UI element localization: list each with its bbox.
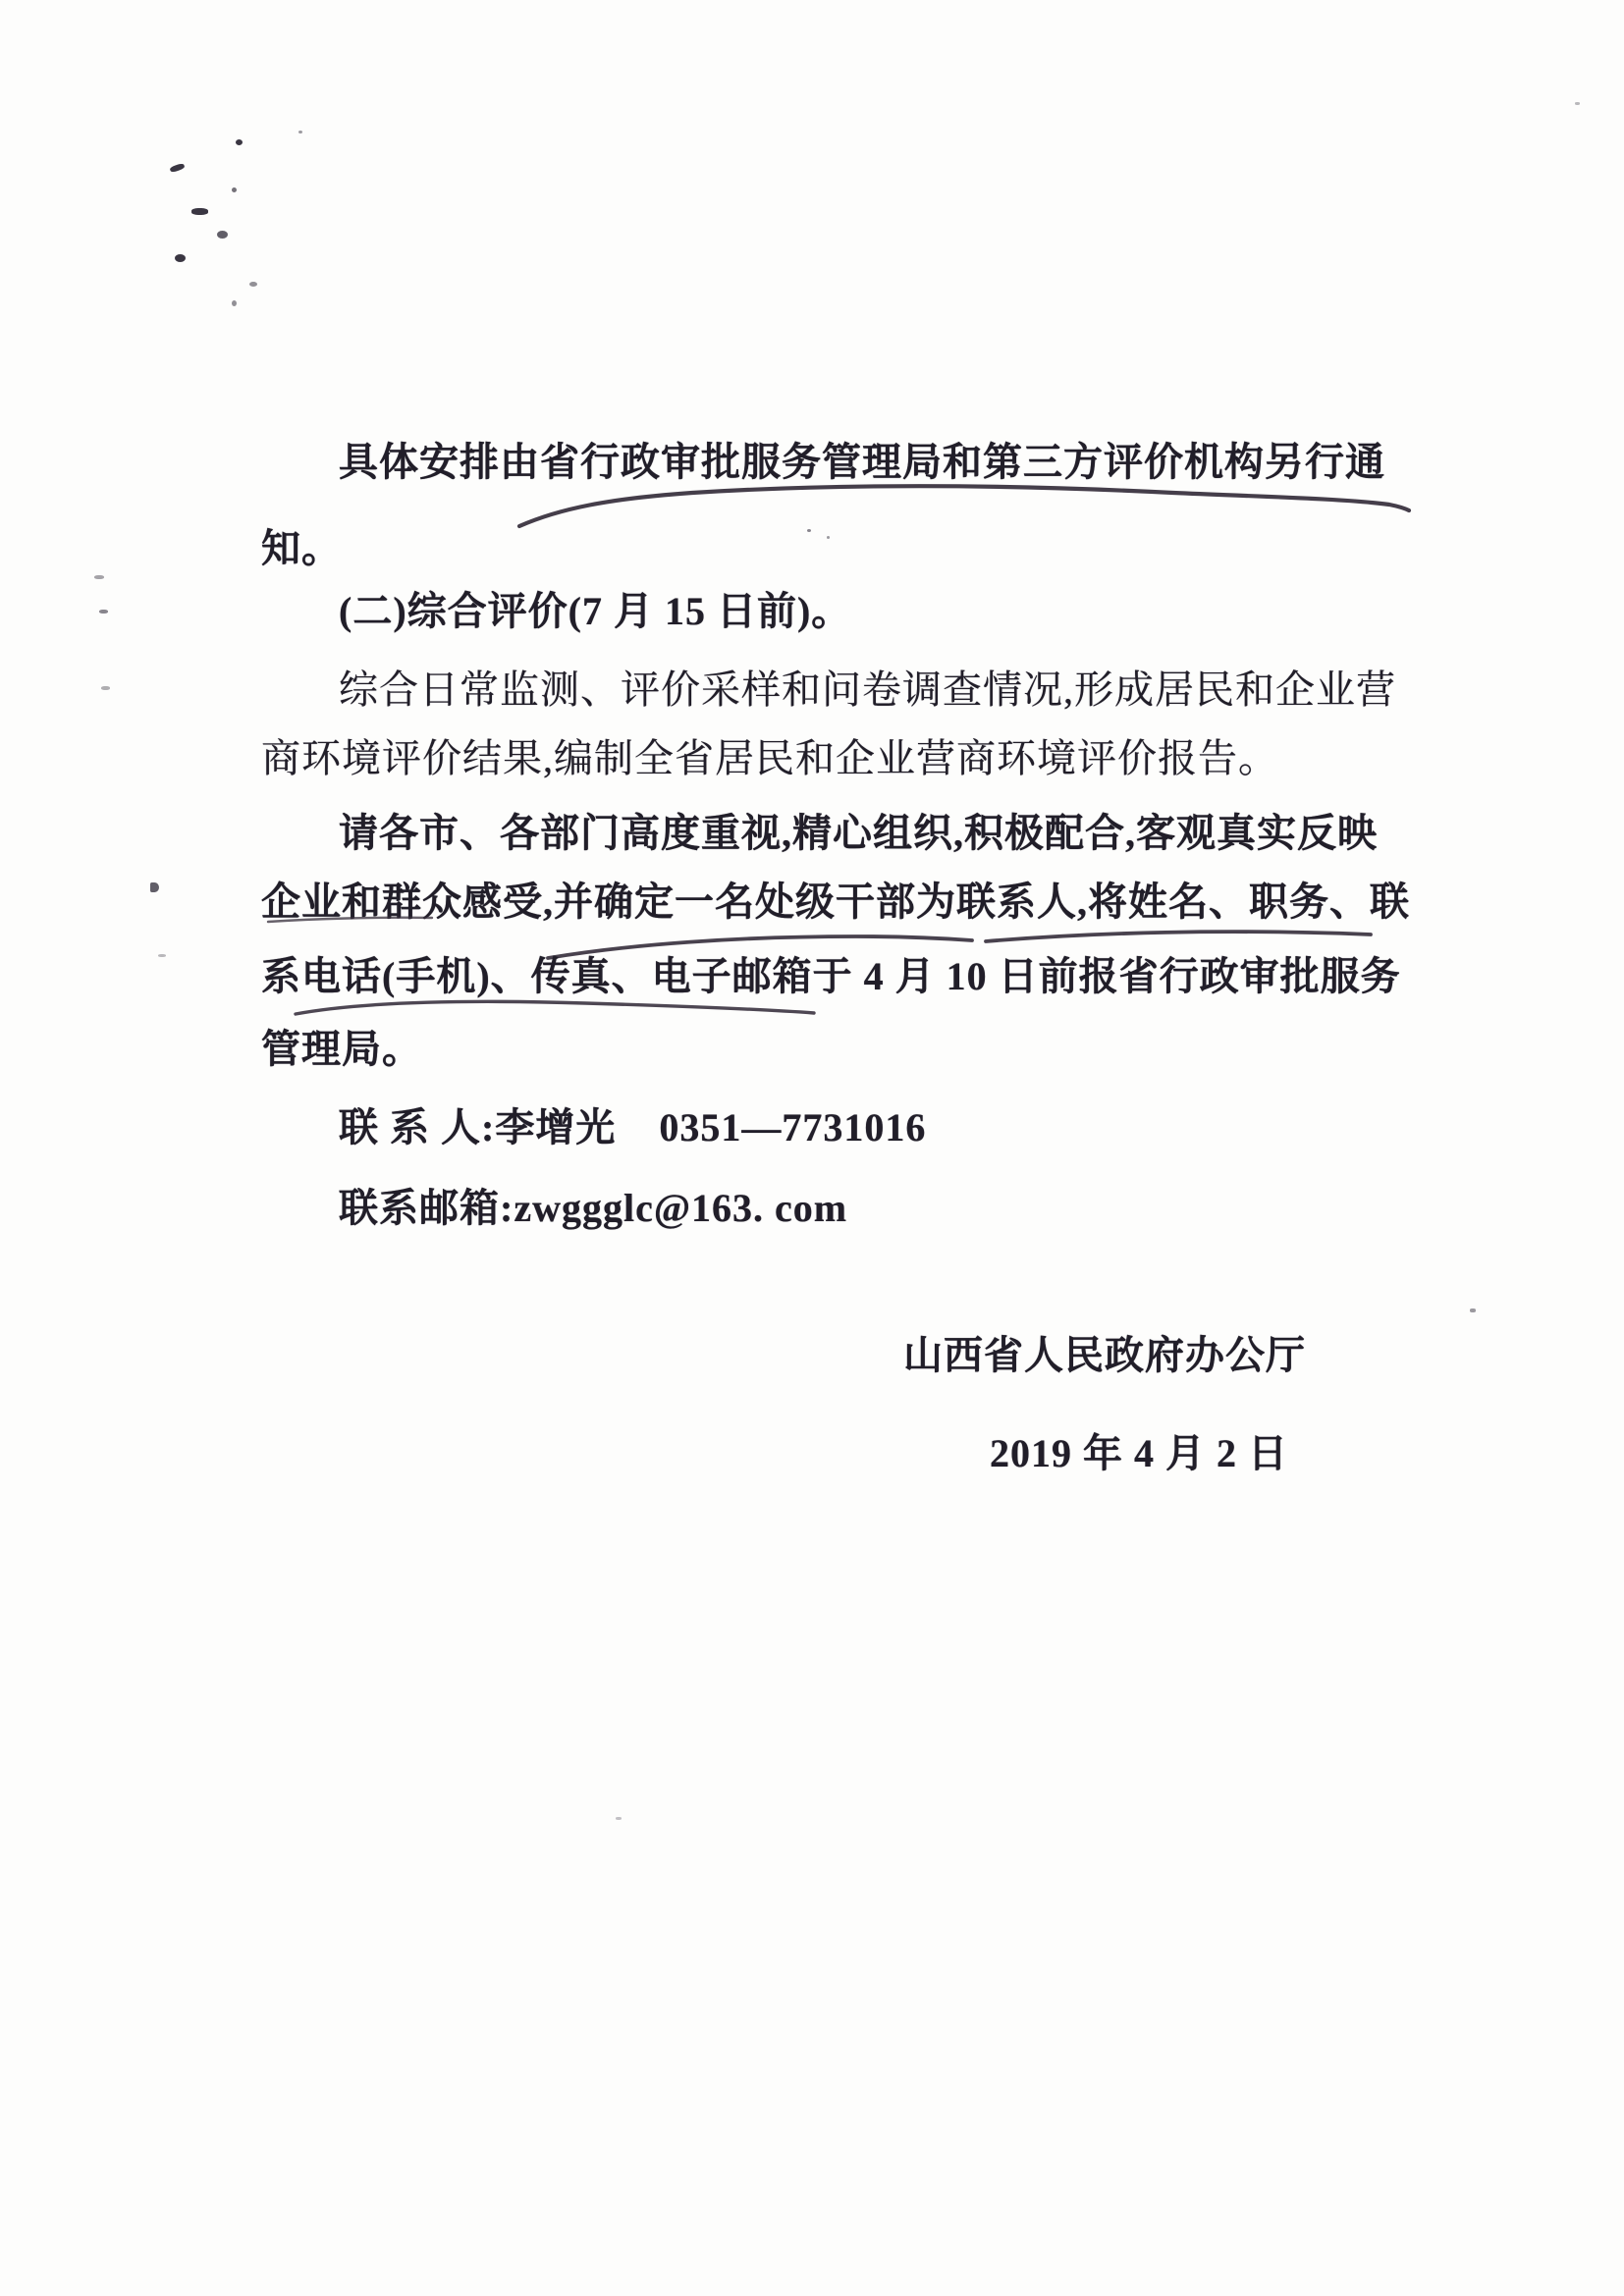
paragraph1-line2: 知。 (261, 526, 342, 570)
paragraph3-line3: 系电话(手机)、传真、电子邮箱于 4 月 10 日前报省行政审批服务 (261, 954, 1401, 998)
section-heading: (二)综合评价(7 月 15 日前)。 (339, 589, 852, 633)
scan-speckle (232, 187, 237, 192)
contact-email-line: 联系邮箱:zwggglc@163. com (339, 1186, 848, 1230)
scan-speckle (94, 575, 104, 579)
scan-speckle (1470, 1308, 1476, 1312)
scan-speckle (232, 300, 237, 306)
scan-speckle (616, 1817, 622, 1820)
scan-speckle (191, 208, 208, 215)
scan-speckle (827, 536, 830, 539)
contact-person-line: 联 系 人:李增光 0351—7731016 (339, 1105, 927, 1149)
paragraph3-line2: 企业和群众感受,并确定一名处级干部为联系人,将姓名、职务、联 (261, 880, 1410, 924)
scan-speckle (217, 231, 228, 239)
scan-speckle (236, 139, 243, 145)
issuer-signature: 山西省人民政府办公厅 (903, 1333, 1306, 1377)
scan-speckle (99, 610, 108, 614)
scan-speckle (158, 954, 166, 957)
hand-drawn-underline-2a (265, 913, 437, 927)
paragraph1-line1: 具体安排由省行政审批服务管理局和第三方评价机构另行通 (339, 440, 1385, 484)
hand-drawn-underline-3 (291, 995, 821, 1021)
scan-speckle (175, 254, 186, 262)
scan-speckle (1575, 102, 1580, 105)
scan-speckle (101, 686, 110, 690)
paragraph2-line1: 综合日常监测、评价采样和问卷调查情况,形成居民和企业营 (339, 667, 1396, 712)
paragraph3-line4: 管理局。 (261, 1027, 422, 1071)
paragraph3-line1: 请各市、各部门高度重视,精心组织,积极配合,客观真实反映 (339, 811, 1378, 855)
scan-speckle (298, 131, 302, 133)
issue-date: 2019 年 4 月 2 日 (990, 1431, 1288, 1475)
scan-speckle (169, 163, 185, 173)
scan-speckle (807, 529, 811, 532)
paragraph2-line2: 商环境评价结果,编制全省居民和企业营商环境评价报告。 (261, 736, 1278, 780)
scan-speckle (150, 882, 159, 892)
scan-speckle (249, 282, 257, 287)
hand-drawn-underline-1 (506, 481, 1424, 536)
